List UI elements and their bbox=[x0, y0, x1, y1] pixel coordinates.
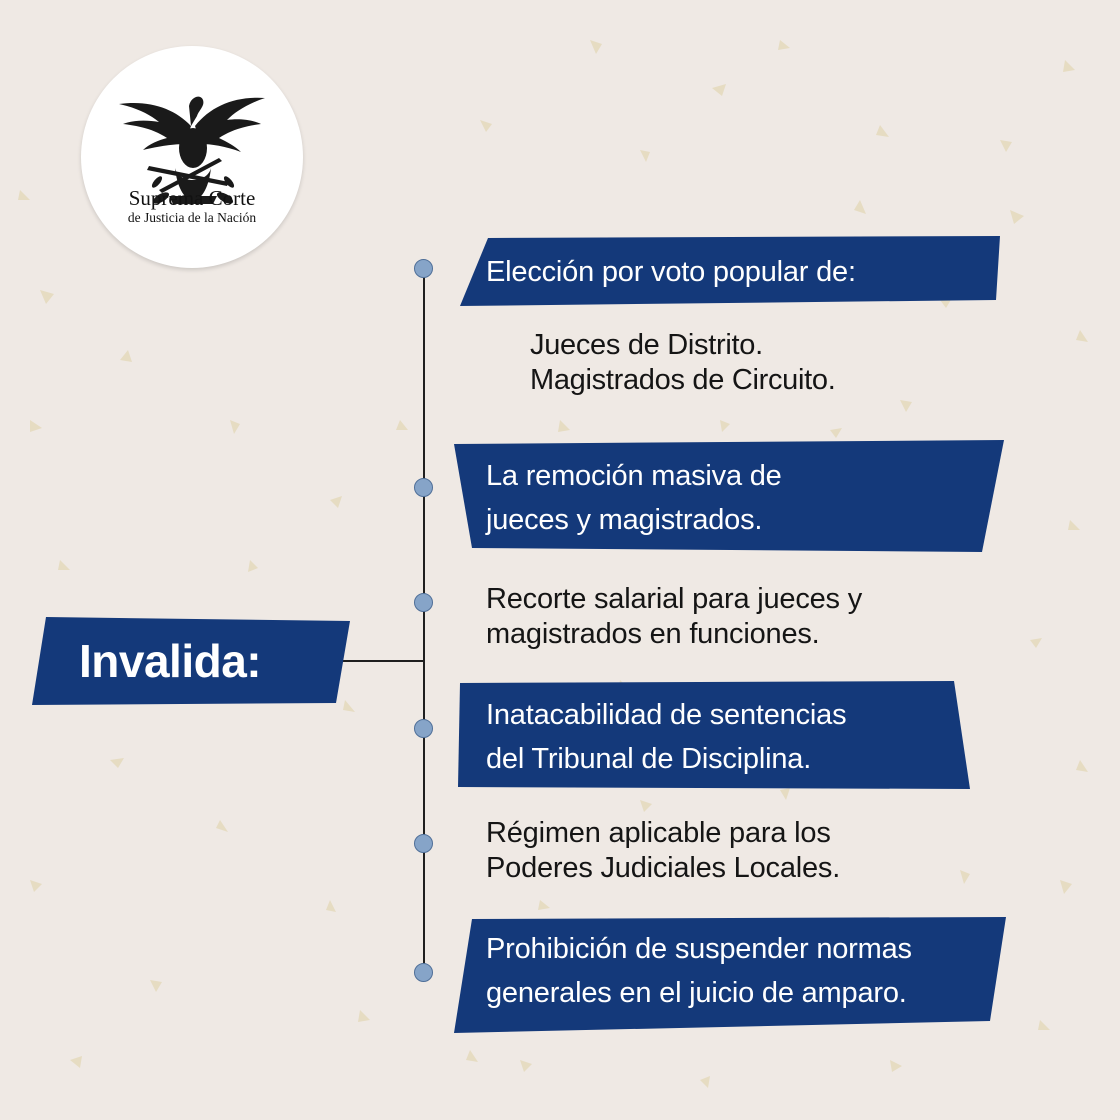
item-text-4 bbox=[486, 693, 846, 781]
sub-item: Jueces de Distrito. bbox=[530, 329, 763, 361]
scjn-logo bbox=[81, 46, 303, 268]
heading-banner bbox=[32, 617, 352, 707]
item-line: Régimen aplicable para los bbox=[486, 817, 831, 849]
item-line: Recorte salarial para jueces y bbox=[486, 583, 863, 615]
item-text-2 bbox=[486, 454, 782, 542]
item-banner-4 bbox=[458, 681, 970, 791]
item-text-5 bbox=[486, 816, 840, 886]
timeline-dot bbox=[414, 834, 433, 853]
timeline-connector-line bbox=[342, 660, 425, 662]
timeline-dot bbox=[414, 593, 433, 612]
timeline-dot bbox=[414, 259, 433, 278]
item-line: del Tribunal de Disciplina. bbox=[486, 743, 812, 775]
logo-title: Suprema Corte bbox=[128, 186, 256, 210]
timeline-dot bbox=[414, 719, 433, 738]
timeline-dot bbox=[414, 963, 433, 982]
item-line: Prohibición de suspender normas bbox=[486, 933, 912, 965]
item-1-sublist bbox=[530, 328, 836, 398]
item-banner-1 bbox=[460, 236, 1000, 308]
item-line: Poderes Judiciales Locales. bbox=[486, 852, 841, 884]
item-line: jueces y magistrados. bbox=[486, 504, 763, 536]
item-text-1: Elección por voto popular de: bbox=[486, 256, 856, 288]
item-line: La remoción masiva de bbox=[486, 460, 782, 492]
item-banner-6 bbox=[454, 917, 1006, 1033]
item-text-6 bbox=[486, 927, 912, 1015]
item-line: magistrados en funciones. bbox=[486, 618, 820, 650]
logo-subtitle: de Justicia de la Nación bbox=[127, 210, 257, 225]
item-line: generales en el juicio de amparo. bbox=[486, 977, 907, 1009]
heading-text: Invalida: bbox=[79, 635, 262, 687]
sub-item: Magistrados de Circuito. bbox=[530, 364, 836, 396]
timeline-vertical-line bbox=[423, 268, 425, 972]
item-banner-2 bbox=[454, 440, 1004, 554]
timeline-dot bbox=[414, 478, 433, 497]
item-line: Inatacabilidad de sentencias bbox=[486, 699, 847, 731]
item-text-3 bbox=[486, 582, 862, 652]
